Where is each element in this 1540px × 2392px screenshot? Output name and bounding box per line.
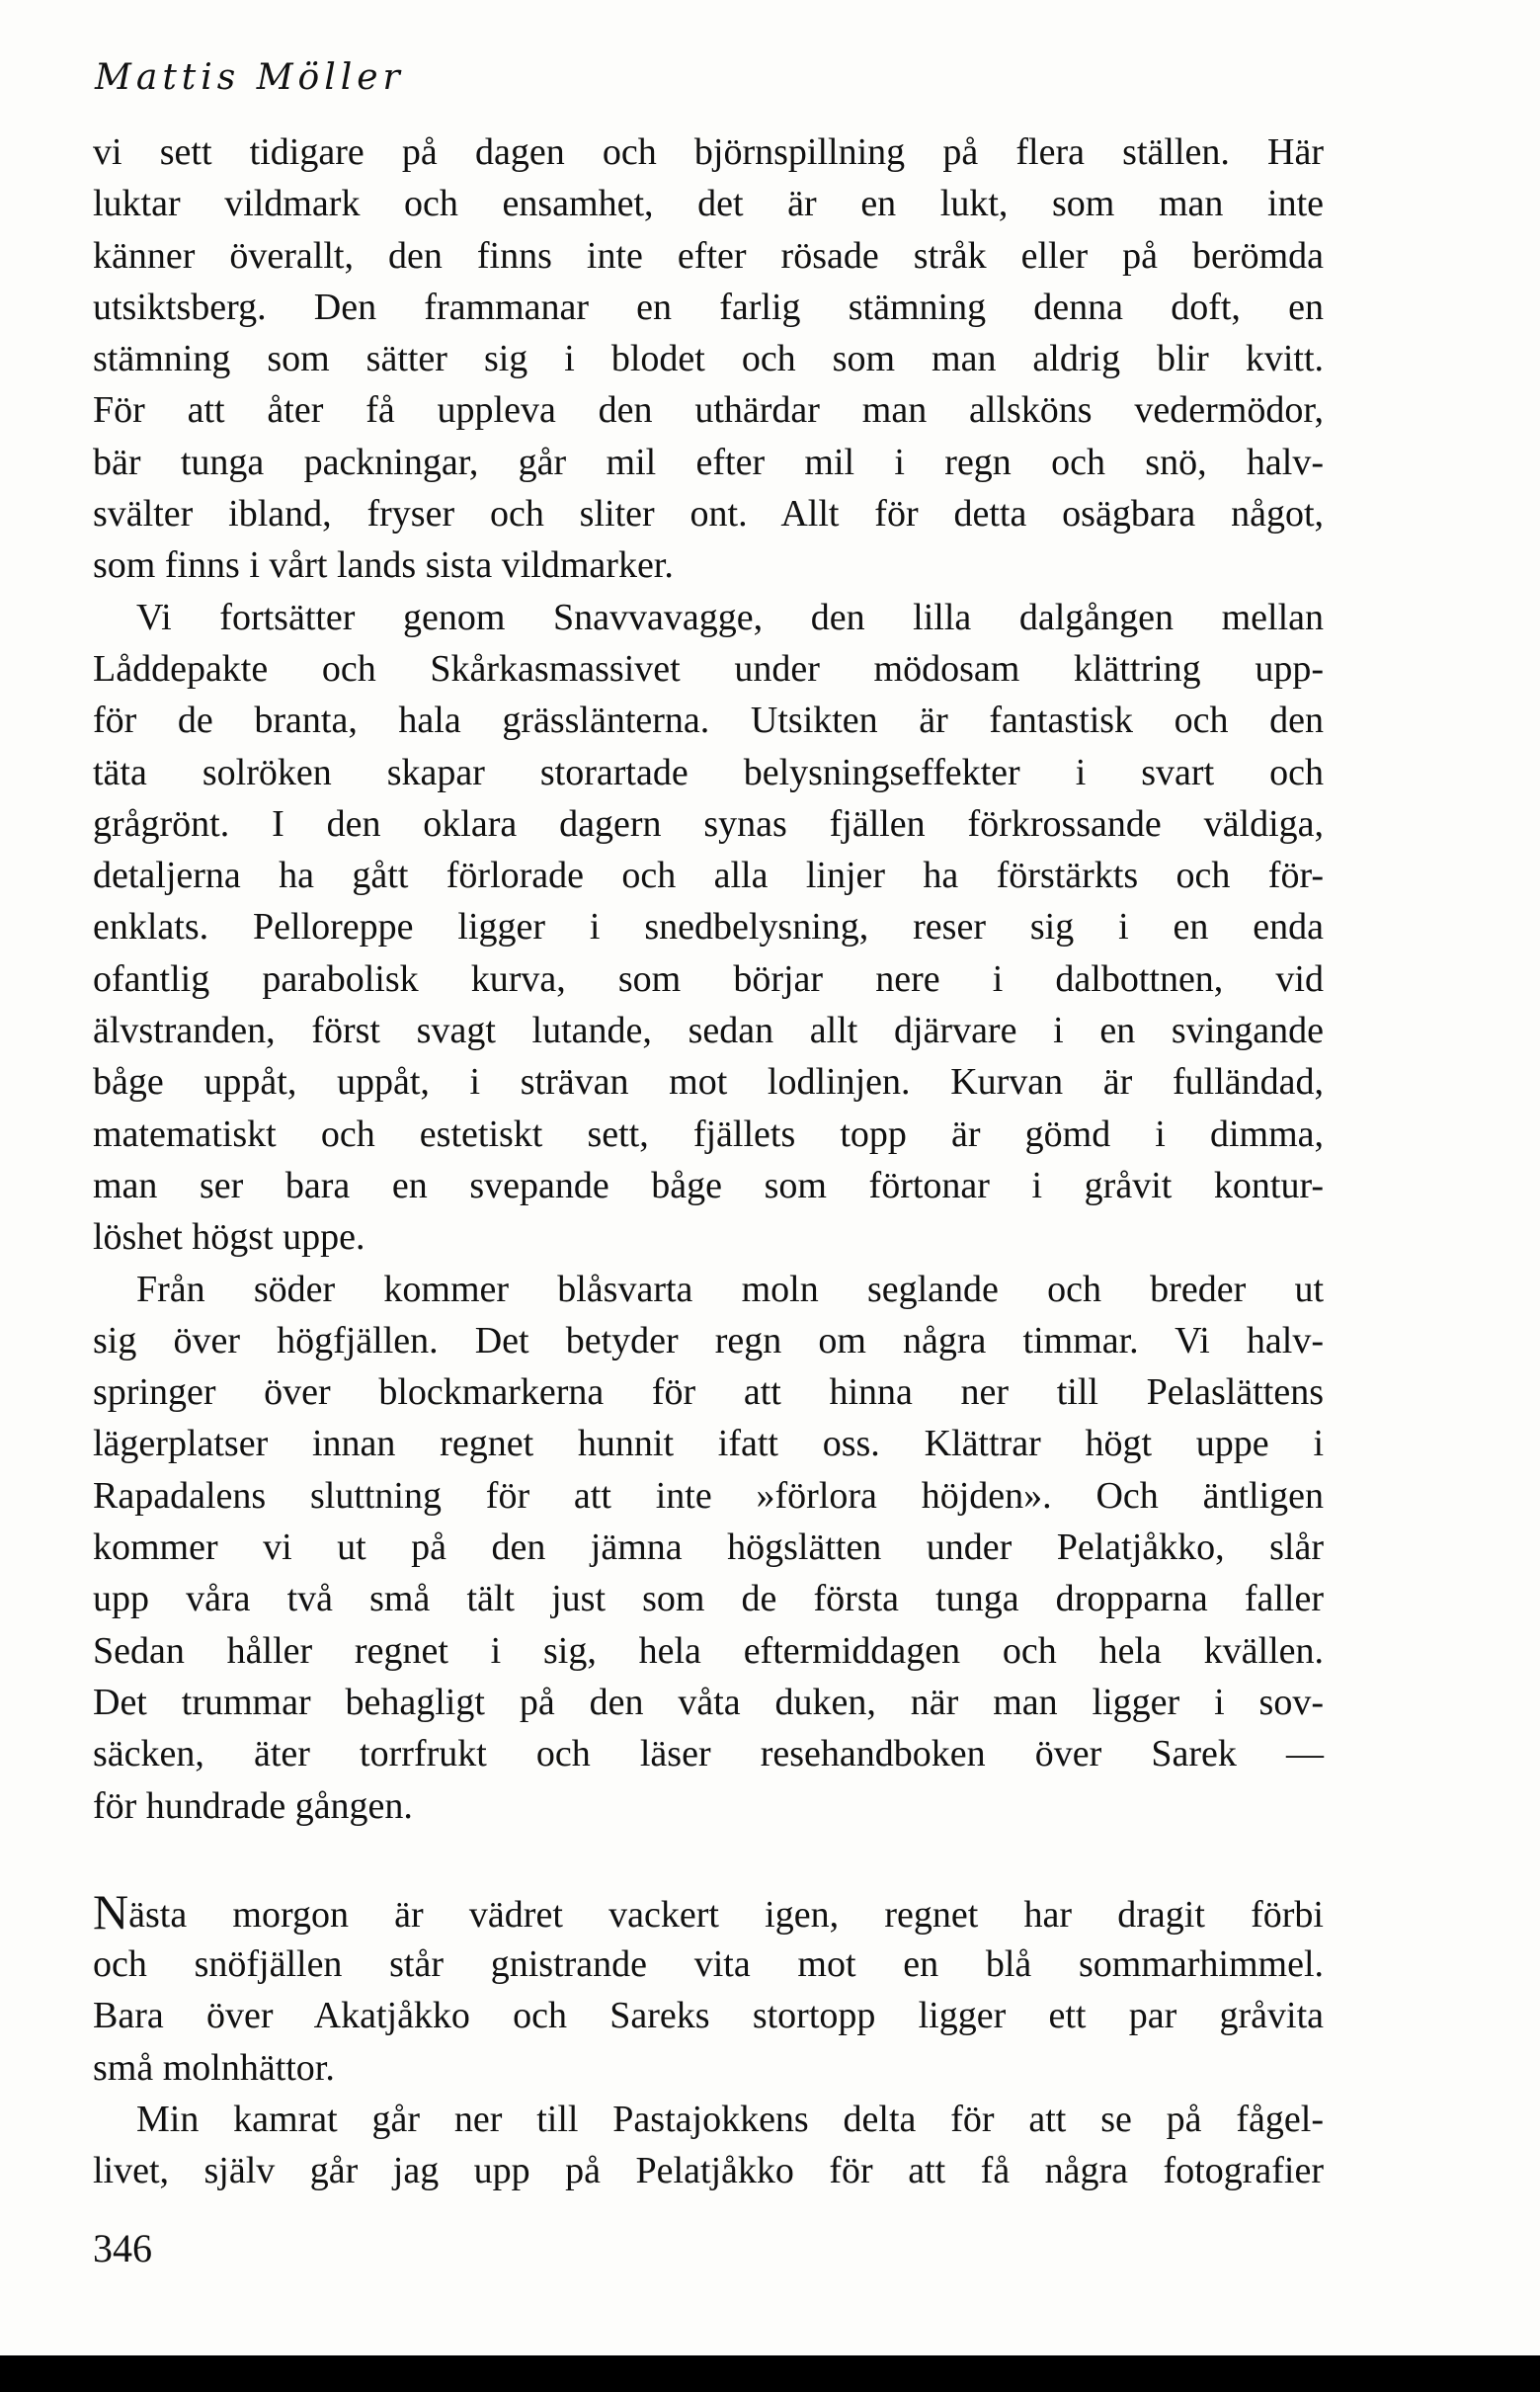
text-line: utsiktsberg. Den frammanar en farlig stämning denna doft, en xyxy=(93,286,1324,328)
text-line: matematiskt och estetiskt sett, fjällets topp är gömd i dimma, xyxy=(93,1113,1324,1155)
text-line xyxy=(93,1883,1324,1939)
text-line: springer över blockmarkerna för att hinna ner till Pelaslättens xyxy=(93,1371,1324,1414)
text-line: enklats. Pelloreppe ligger i snedbelysning, reser sig i en enda xyxy=(93,906,1324,949)
text-line: Vi fortsätter genom Snavvavagge, den lilla dalgången mellan xyxy=(136,596,1324,638)
text-line: små molnhättor. xyxy=(93,2046,335,2089)
text-line: känner överallt, den finns inte efter rösade stråk eller på berömda xyxy=(93,234,1324,277)
page-number: 346 xyxy=(93,2226,152,2270)
text-line: grågrönt. I den oklara dagern synas fjällen förkrossande väldiga, xyxy=(93,802,1324,845)
text-line: Det trummar behagligt på den våta duken, när man ligger i sov- xyxy=(93,1681,1324,1723)
text-line: ofantlig parabolisk kurva, som börjar nere i dalbottnen, vid xyxy=(93,957,1324,1000)
text-line: som finns i vårt lands sista vildmarker. xyxy=(93,544,674,587)
text-line: Sedan håller regnet i sig, hela eftermiddagen och hela kvällen. xyxy=(93,1629,1324,1672)
text-line: luktar vildmark och ensamhet, det är en lukt, som man inte xyxy=(93,183,1324,225)
text-line: för hundrade gången. xyxy=(93,1784,413,1827)
text-line: Rapadalens sluttning för att inte »förlora höjden». Och äntligen xyxy=(93,1474,1324,1517)
text-line: vi sett tidigare på dagen och björnspillning på flera ställen. Här xyxy=(93,131,1324,173)
text-line: lägerplatser innan regnet hunnit ifatt oss. Klättrar högt uppe i xyxy=(93,1423,1324,1465)
text-line: täta solröken skapar storartade belysningseffekter i svart och xyxy=(93,751,1324,793)
text-line: älvstranden, först svagt lutande, sedan allt djärvare i en svingande xyxy=(93,1010,1324,1052)
text-line: och snöfjällen står gnistrande vita mot en blå sommarhimmel. xyxy=(93,1943,1324,1986)
text-line: stämning som sätter sig i blodet och som man aldrig blir kvitt. xyxy=(93,338,1324,380)
text-line: löshet högst uppe. xyxy=(93,1216,365,1259)
text-line: upp våra två små tält just som de första tunga dropparna faller xyxy=(93,1578,1324,1620)
text-line: livet, själv går jag upp på Pelatjåkko för att få några fotografier xyxy=(93,2150,1324,2192)
text-line-rest: ästa morgon är vädret vackert igen, regnet har dragit förbi xyxy=(128,1893,1324,1936)
text-line: båge uppåt, uppåt, i strävan mot lodlinjen. Kurvan är fulländad, xyxy=(93,1061,1324,1104)
text-line: sig över högfjällen. Det betyder regn om några timmar. Vi halv- xyxy=(93,1319,1324,1361)
text-line: För att åter få uppleva den uthärdar man allsköns vedermödor, xyxy=(93,389,1324,432)
text-line: säcken, äter torrfrukt och läser resehandboken över Sarek — xyxy=(93,1733,1324,1775)
initial-letter: N xyxy=(93,1883,129,1939)
text-line: Min kamrat går ner till Pastajokkens delta för att se på fågel- xyxy=(136,2098,1324,2140)
text-line: Från söder kommer blåsvarta moln seglande och breder ut xyxy=(136,1268,1324,1310)
text-line: Bara över Akatjåkko och Sareks stortopp ligger ett par gråvita xyxy=(93,1995,1324,2037)
text-line: svälter ibland, fryser och sliter ont. Allt för detta osägbara något, xyxy=(93,493,1324,536)
text-line: man ser bara en svepande båge som förtonar i gråvit kontur- xyxy=(93,1164,1324,1206)
text-line: kommer vi ut på den jämna högslätten under Pelatjåkko, slår xyxy=(93,1526,1324,1569)
running-head: Mattis Möller xyxy=(95,57,405,98)
text-line: för de branta, hala grässlänterna. Utsikten är fantastisk och den xyxy=(93,700,1324,742)
section-break xyxy=(93,1832,1324,1887)
text-line: Låddepakte och Skårkasmassivet under mödosam klättring upp- xyxy=(93,647,1324,690)
scan-border xyxy=(0,2355,1540,2392)
body-text xyxy=(93,126,1324,2197)
text-line: bär tunga packningar, går mil efter mil i regn och snö, halv- xyxy=(93,441,1324,483)
text-line: detaljerna ha gått förlorade och alla linjer ha förstärkts och för- xyxy=(93,855,1324,897)
